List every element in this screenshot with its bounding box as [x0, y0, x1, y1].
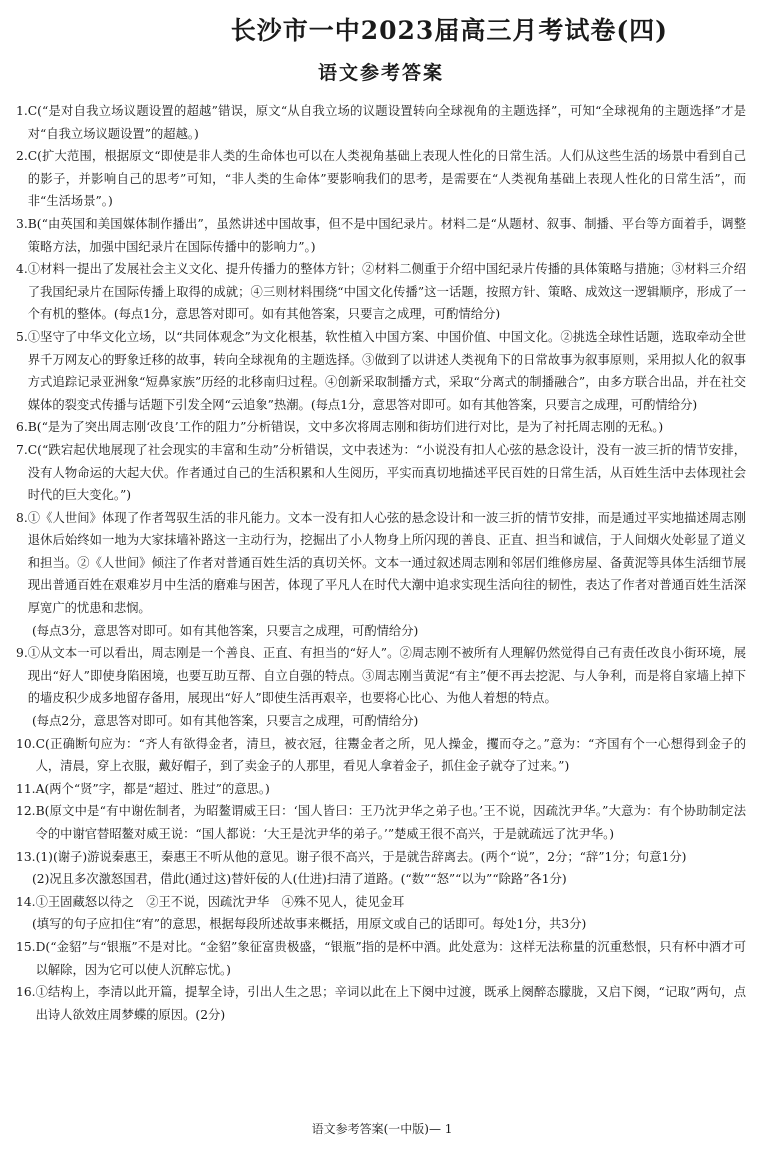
answer-item: [16, 891, 746, 914]
answer-item: [16, 936, 746, 981]
answer-text: C(“跌宕起伏地展现了社会现实的丰富和生动”分析错误，文中表述为：“小说没有扣人心弦的悬念设计，没有一波三折的情节安排，没有人物命运的大起大伏。作者通过自己的生活积累和人生阅历，平实而真切地描述平民百姓的日常生活，从百姓生活中去体现社会时代的巨大变化。”): [27, 442, 746, 503]
answer-item: [16, 507, 746, 620]
answer-item: [16, 258, 746, 326]
answer-text: C(“是对自我立场议题设置的超越”错误，原文“从自我立场的议题设置转向全球视角的主题选择”，可知“全球视角的主题选择”才是对“自我立场议题设置”的超越。): [27, 104, 746, 141]
answer-item: [16, 981, 746, 1026]
answer-number: 6.: [16, 420, 28, 435]
answer-number: 11.: [16, 781, 36, 796]
document-title: 长沙市一中2023届高三月考试卷(四): [230, 16, 668, 45]
answer-text: B(“由英国和美国媒体制作播出”，虽然讲述中国故事，但不是中国纪录片。材料二是“从题材、叙事、制播、平台等方面着手，调整策略方法，加强中国纪录片在国际传播中的影响力”。): [27, 216, 746, 254]
answer-number: 3.: [16, 216, 28, 231]
answer-number: 4.: [16, 262, 28, 277]
answer-number: 8.: [16, 510, 28, 525]
answer-number: 15.: [16, 939, 36, 954]
answer-item: [16, 439, 746, 507]
answer-text: ①从文本一可以看出，周志刚是一个善良、正直、有担当的“好人”。②周志刚不被所有人理解仍然觉得自己有责任改良小街环境，展现出“好人”即使身陷困境，也要互助互帮、自立自强的特点。③周志刚当黄泥“有主”便不再去挖泥、与人争利，而是将自家墙上掉下的墙皮积少成多地留存备用，展现出“好人”即使生活再艰辛，也要将心比心、为他人着想的特点。: [27, 646, 746, 706]
answer-item: [16, 145, 746, 213]
answer-number: 7.: [16, 442, 28, 457]
answer-text: ①坚守了中华文化立场，以“共同体观念”为文化根基，软性植入中国方案、中国价值、中国文化。②挑选全球性话题，选取牵动全世界千万网友心的野象迁移的故事，转向全球视角的主题选择。③做到了以讲述人类视角下的日常故事为叙事原则，采用拟人化的叙事方式追踪记录亚洲象“短鼻家族”历经的北移南归过程。④创新采取制播方式，采取“分离式的制播融合”，由多方联合出品，并在社交媒体的裂变式传播与话题下引发全网“云追象”热潮。(每点1分，意思答对即可。如有其他答案，只要言之成理，可酌情给分): [27, 329, 746, 412]
answer-text: C(正确断句应为：“齐人有欲得金者，清旦，被衣冠，往鬻金者之所，见人操金，攫而夺之。”意为：“齐国有个一心想得到金子的人，清晨，穿上衣服，戴好帽子，到了卖金子的人那里，看见人拿着金子，抓住金子就夺了过来。”): [35, 736, 746, 774]
answer-list: [16, 100, 746, 1026]
answer-text: (2)况且多次激怒国君，借此(通过这)替奸佞的人(仕进)扫清了道路。(“数”“怒”“以为”“除路”各1分): [32, 872, 567, 887]
answer-number: 2.: [16, 149, 28, 164]
answer-item: [16, 778, 746, 801]
answer-number: 13.: [16, 849, 36, 864]
answer-note: [16, 710, 746, 733]
answer-item: [16, 800, 746, 845]
answer-text: (填写的句子应扣住“宥”的意思，根据每段所述故事来概括，用原文或自己的话即可。每处1分，共3分): [32, 917, 587, 932]
answer-item: [16, 846, 746, 869]
answer-number: 12.: [16, 804, 36, 819]
answer-number: 14.: [16, 894, 36, 909]
answer-text: B(原文中是“有中谢佐制者，为昭鳌谓威王曰：‘国人皆曰：王乃沈尹华之弟子也。’王不说，因疏沈尹华。”大意为：有个协助制定法令的中谢官替昭鳌对威王说：“国人都说：‘大王是沈尹华的弟子。’”楚威王很不高兴，于是就疏远了沈尹华。): [35, 804, 746, 841]
page-footer: 语文参考答案(一中版)— 1: [311, 1122, 453, 1136]
answer-note: [16, 620, 746, 643]
answer-text: (1)(谢子)游说秦惠王，秦惠王不听从他的意见。谢子很不高兴，于是就告辞离去。(两个“说”，2分；“辞”1分；句意1分): [35, 849, 687, 864]
answer-item: [16, 416, 746, 439]
answer-text: (每点3分，意思答对即可。如有其他答案，只要言之成理，可酌情给分): [32, 623, 419, 638]
answer-text: D(“金貂”与“银瓶”不是对比。“金貂”象征富贵极盛，“银瓶”指的是杯中酒。此处意为：这样无法称量的沉重愁恨，只有杯中酒才可以解除，因为它可以使人沉醉忘忧。): [35, 939, 746, 977]
answer-text: A(两个“贤”字，都是“超过、胜过”的意思。): [35, 781, 270, 796]
answer-item: [16, 642, 746, 710]
answer-number: 10.: [16, 736, 36, 751]
answer-text: ①材料一提出了发展社会主义文化、提升传播力的整体方针；②材料二侧重于介绍中国纪录片传播的具体策略与措施；③材料三介绍了我国纪录片在国际传播上取得的成就；④三则材料围绕“中国文化传播”这一话题，按照方针、策略、成效这一逻辑顺序，形成了一个有机的整体。(每点1分，意思答对即可。如有其他答案，只要言之成理，可酌情给分): [27, 262, 746, 322]
answer-text: (每点2分，意思答对即可。如有其他答案，只要言之成理，可酌情给分): [32, 714, 419, 729]
document-subtitle: 语文参考答案: [317, 62, 444, 84]
answer-number: 9.: [16, 646, 28, 661]
answer-text: ①《人世间》体现了作者驾驭生活的非凡能力。文本一没有扣人心弦的悬念设计和一波三折的情节安排，而是通过平实地描述周志刚退休后始终如一地为大家抹墙补路这一主动行为，挖掘出了小人物身上所闪现的善良、正直、担当和诚信，于人间烟火处彰显了道义和担当。②《人世间》倾注了作者对普通百姓生活的真切关怀。文本一通过叙述周志刚和邻居们维修房屋、备黄泥等具体生活细节展现出普通百姓在艰难岁月中生活的磨难与困苦，体现了平凡人在时代大潮中追求实现生活向往的韧性，表达了作者对普通百姓生活深厚宽广的忧患和悲悯。: [27, 510, 746, 616]
answer-text: ①结构上，李清以此开篇，提挈全诗，引出人生之思；辛词以此在上下阕中过渡，既承上阕醉态朦胧，又启下阕，“记取”两句，点出诗人欲效庄周梦蝶的原因。(2分): [35, 985, 746, 1022]
answer-note: [16, 913, 746, 936]
answer-note: [16, 868, 746, 891]
answer-number: 5.: [16, 329, 28, 344]
answer-text: C(扩大范围，根据原文“即使是非人类的生命体也可以在人类视角基础上表现人性化的日常生活。人们从这些生活的场景中看到自己的影子，并影响自己的思考”可知，“非人类的生命体”要影响我们的思考，是需要在“人类视角基础上表现人性化的日常生活”，而非“生活场景”。): [27, 149, 746, 209]
answer-text: ①王固藏怒以待之 ②王不说，因疏沈尹华 ④殊不见人，徒见金耳: [35, 894, 405, 909]
answer-item: [16, 213, 746, 258]
answer-number: 16.: [16, 985, 36, 1000]
answer-text: B(“是为了突出周志刚‘改良’工作的阻力”分析错误，文中多次将周志刚和街坊们进行对比，是为了衬托周志刚的无私。): [27, 420, 664, 435]
answer-item: [16, 100, 746, 145]
answer-item: [16, 733, 746, 778]
answer-item: [16, 326, 746, 416]
answer-number: 1.: [16, 104, 28, 118]
